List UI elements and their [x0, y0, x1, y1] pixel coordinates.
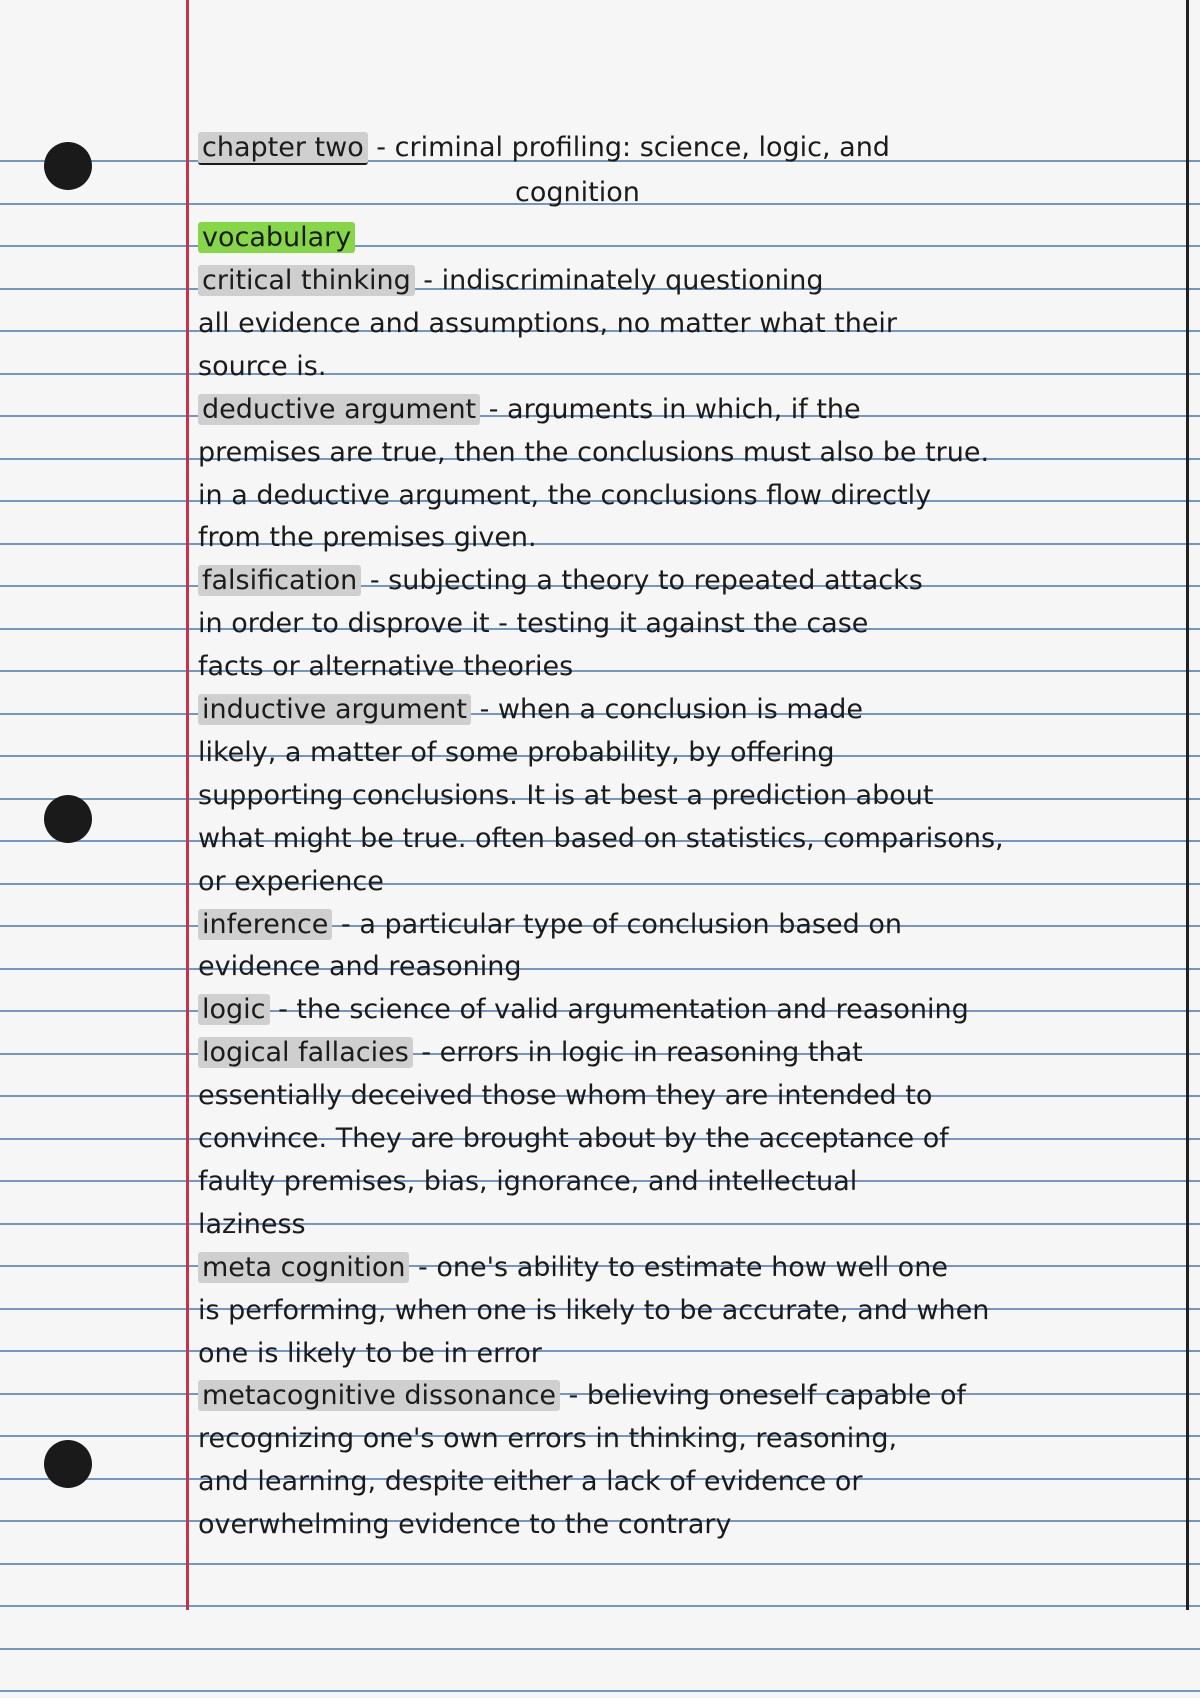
vocab-entry — [198, 909, 902, 941]
vocab-definition: - the science of valid argumentation and reasoning — [269, 994, 969, 1026]
vocab-term: logical fallacies — [198, 1037, 413, 1068]
ruled-line — [0, 1648, 1200, 1650]
vocab-definition-line: supporting conclusions. It is at best a prediction about — [198, 779, 934, 811]
vocab-definition-line: facts or alternative theories — [198, 651, 574, 683]
vocab-entry — [198, 1037, 863, 1069]
vocab-definition-line: overwhelming evidence to the contrary — [198, 1509, 732, 1541]
vocab-entry — [198, 994, 969, 1026]
vocab-definition-line: evidence and reasoning — [198, 951, 522, 983]
ruled-line — [0, 1690, 1200, 1692]
vocab-definition-line: what might be true. often based on statistics, comparisons, — [198, 822, 1004, 854]
vocab-definition-line: essentially deceived those whom they are intended to — [198, 1080, 933, 1112]
ruled-line — [0, 883, 1200, 885]
vocab-definition-line: laziness — [198, 1208, 306, 1240]
vocab-definition-line: and learning, despite either a lack of evidence or — [198, 1466, 863, 1498]
chapter-label: chapter two — [198, 132, 368, 165]
page-edge — [1186, 0, 1189, 1610]
binder-hole-top — [44, 142, 92, 190]
vocab-term: critical thinking — [198, 265, 415, 296]
vocab-definition-line: one is likely to be in error — [198, 1337, 542, 1369]
vocab-term: metacognitive dissonance — [198, 1380, 560, 1411]
vocab-definition: - errors in logic in reasoning that — [412, 1037, 863, 1069]
ruled-line — [0, 1223, 1200, 1225]
vocab-definition: - subjecting a theory to repeated attacks — [361, 565, 923, 597]
ruled-line — [0, 1350, 1200, 1352]
vocab-entry — [198, 265, 824, 297]
ruled-line — [0, 373, 1200, 375]
vocab-definition-line: from the premises given. — [198, 522, 537, 554]
vocab-term: logic — [198, 994, 270, 1025]
ruled-line — [0, 543, 1200, 545]
vocab-definition-line: faulty premises, bias, ignorance, and intellectual — [198, 1165, 858, 1197]
vocab-entry — [198, 394, 861, 426]
vocab-entry — [198, 694, 863, 726]
ruled-line — [0, 968, 1200, 970]
vocab-definition-line: source is. — [198, 350, 327, 382]
vocab-definition: - believing oneself capable of — [559, 1380, 966, 1412]
vocab-entry — [198, 565, 923, 597]
binder-hole-middle — [44, 795, 92, 843]
ruled-line — [0, 245, 1200, 247]
vocab-definition-line: or experience — [198, 865, 384, 897]
binder-hole-bottom — [44, 1440, 92, 1488]
vocab-definition-line: in order to disprove it - testing it against the case — [198, 608, 869, 640]
vocab-definition: - a particular type of conclusion based on — [332, 908, 902, 940]
vocab-entry — [198, 1252, 948, 1284]
vocab-definition: - arguments in which, if the — [480, 393, 861, 425]
vocab-definition: - when a conclusion is made — [471, 694, 864, 725]
margin-line — [186, 0, 189, 1610]
title-continuation: cognition — [515, 177, 640, 208]
ruled-line — [0, 1563, 1200, 1565]
vocabulary-heading: vocabulary — [198, 222, 355, 253]
vocab-definition-line: all evidence and assumptions, no matter what their — [198, 307, 898, 339]
vocab-term: inference — [198, 909, 332, 940]
section-heading — [198, 222, 355, 254]
vocab-definition-line: is performing, when one is likely to be accurate, and when — [198, 1294, 990, 1326]
title-text: - criminal profiling: science, logic, and — [367, 132, 890, 163]
vocab-definition-line: convince. They are brought about by the acceptance of — [198, 1123, 949, 1154]
vocab-definition: - one's ability to estimate how well one — [409, 1251, 948, 1283]
vocab-term: meta cognition — [198, 1252, 409, 1283]
vocab-definition-line: recognizing one's own errors in thinking, reasoning, — [198, 1423, 898, 1455]
vocab-term: falsification — [198, 565, 361, 596]
vocab-definition: - indiscriminately questioning — [414, 265, 824, 296]
vocab-definition-line: in a deductive argument, the conclusions flow directly — [198, 479, 932, 511]
page-title — [198, 132, 890, 164]
vocab-entry — [198, 1380, 966, 1412]
ruled-line — [0, 1605, 1200, 1607]
vocab-definition-line: likely, a matter of some probability, by offering — [198, 736, 835, 768]
ruled-line — [0, 670, 1200, 672]
vocab-term: deductive argument — [198, 394, 480, 425]
vocab-definition-line: premises are true, then the conclusions must also be true. — [198, 436, 990, 468]
vocab-term: inductive argument — [198, 694, 471, 725]
